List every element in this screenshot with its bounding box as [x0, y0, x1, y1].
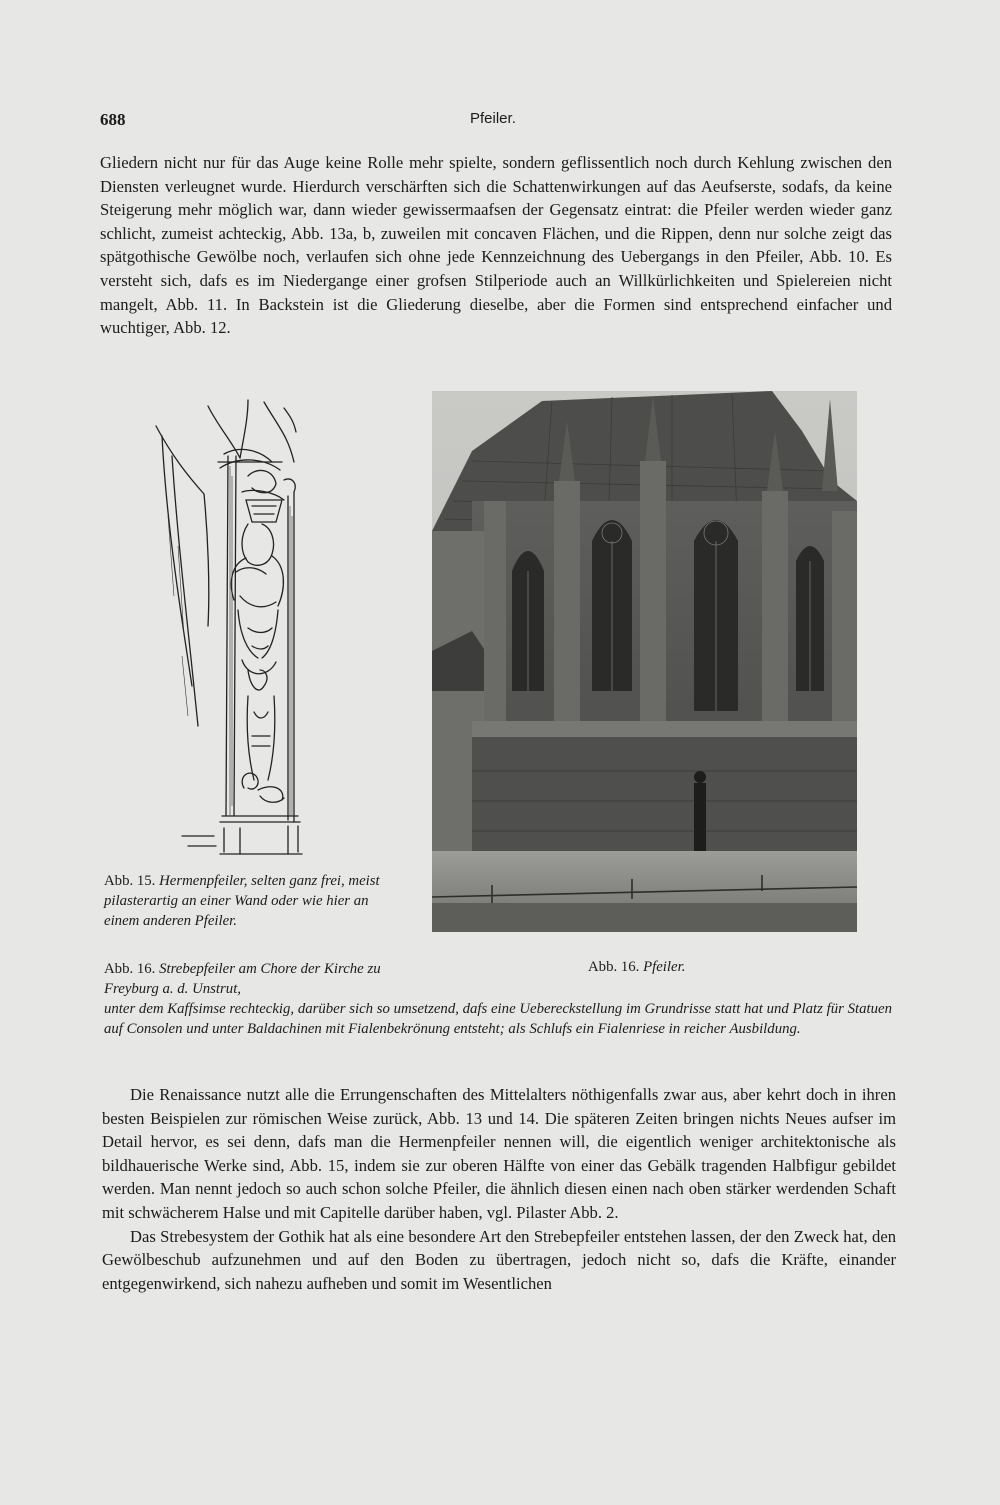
body-paragraph-strebesystem: Das Strebesystem der Gothik hat als eine besondere Art den Strebepfeiler entstehen lassen, der den Zweck hat, den Gewölbeschub aufzunehmen und auf den Boden zu übertragen, jedoch nicht so, dafs die Kräfte, einander entgegenwirkend, sich nahezu aufheben und somit im Wesentlichen — [102, 1226, 896, 1293]
running-title: Pfeiler. — [470, 110, 516, 127]
figure-16-caption-start-text: Strebepfeiler am Chore der Kirche zu Freyburg a. d. Unstrut, — [104, 961, 381, 997]
running-head — [100, 110, 896, 134]
body-paragraph-renaissance: Die Renaissance nutzt alle die Errungenschaften des Mittelalters nöthigenfalls zwar aus, aber kehrt doch in ihren besten Beispielen zur römischen Weise zurück, Abb. 13 und 14. Die späteren Zeiten bringen nichts Neues aufser im Detail hervor, es sei denn, dafs man die Hermenpfeiler nennen will, die eigentlich weniger architektonische als bildhauerische Werke sind, Abb. 15, indem sie zur oberen Hälfte von einer das Gebälk tragenden Halbfigur gebildet werden. Man nennt jedoch so auch schon solche Pfeiler, die ähnlich diesen einen nach oben stärker werdenden Schaft mit schwächerem Halse und mit Capitelle darüber haben, vgl. Pilaster Abb. 2. — [102, 1085, 896, 1222]
figure-15-caption — [104, 871, 394, 931]
figure-15-herm-pilaster-drawing — [148, 396, 316, 862]
page-number: 688 — [100, 110, 126, 129]
figure-16-photo-caption-text: Pfeiler. — [643, 959, 686, 975]
body-text-bottom — [102, 1083, 896, 1295]
figure-15-label: Abb. 15. — [104, 873, 156, 889]
figure-15-caption-text: Hermenpfeiler, selten ganz frei, meist pilasterartig an einer Wand oder wie hier an einem anderen Pfeiler. — [104, 873, 380, 929]
figure-16-caption-start — [104, 959, 394, 999]
figure-16-caption-rest: unter dem Kaffsimse rechteckig, darüber sich so umsetzend, dafs eine Uebereckstellung im Grundrisse statt hat und Platz für Statuen auf Consolen und unter Baldachinen mit Fialenbekrönung entsteht; als Schlufs ein Fialenriese in reicher Ausbildung. — [104, 1001, 892, 1037]
figure-16-photo-label: Abb. 16. — [588, 959, 640, 975]
body-paragraph-top: Gliedern nicht nur für das Auge keine Rolle mehr spielte, sondern geflissentlich noch durch Kehlung zwischen den Diensten verleugnet wurde. Hierdurch verschärften sich die Schattenwirkungen auf das Aeufserste, sodafs, da keine Steigerung mehr möglich war, dann wieder gewissermaafsen der Gegensatz eintrat: die Pfeiler werden wieder ganz schlicht, zumeist achteckig, Abb. 13a, b, zuweilen mit concaven Flächen, und die Rippen, denn nur solche zeigt das spätgothische Gewölbe noch, verlaufen sich ohne jede Kennzeichnung des Uebergangs in den Pfeiler, Abb. 10. Es versteht sich, dafs es im Niedergange einer grofsen Stilperiode auch an Willkürlichkeiten und Spielereien nicht mangelt, Abb. 11. In Backstein ist die Gliederung dieselbe, aber die Formen sind entsprechend einfacher und wuchtiger, Abb. 12. — [100, 153, 892, 338]
figure-16-church-choir-photo — [432, 391, 857, 932]
figure-16-label: Abb. 16. — [104, 961, 156, 977]
figure-16-caption — [104, 959, 898, 1039]
